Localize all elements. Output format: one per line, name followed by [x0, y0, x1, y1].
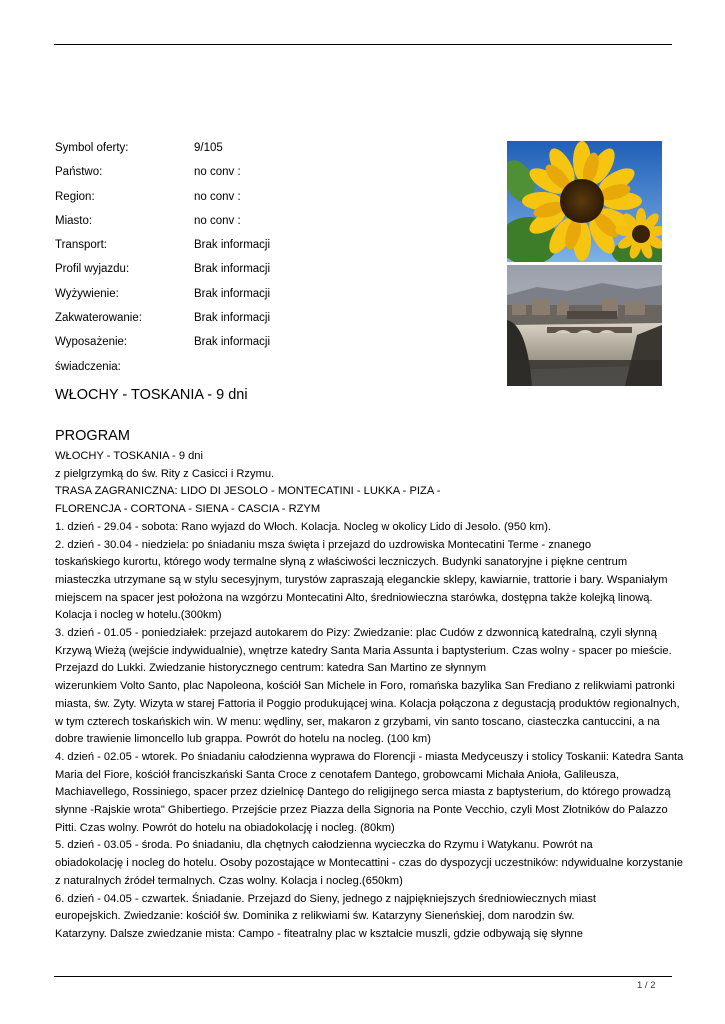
- info-value: Brak informacji: [194, 239, 271, 252]
- info-row: [55, 286, 495, 310]
- info-value: no conv :: [194, 214, 241, 227]
- program-text: [55, 448, 684, 944]
- info-row: [55, 359, 495, 383]
- info-label: Region:: [55, 190, 95, 203]
- program-line: 4. dzień - 02.05 - wtorek. Po śniadaniu całodzienna wyprawa do Florencji - miasta Medyceuszy i stolicy Toskanii: Katedra Santa: [55, 750, 684, 763]
- program-line: WŁOCHY - TOSKANIA - 9 dni: [55, 450, 203, 462]
- info-label: Państwo:: [55, 166, 103, 179]
- program-line: Pitti. Czas wolny. Powrót do hotelu na obiadokolację i nocleg. (80km): [55, 821, 395, 834]
- program-line: z pielgrzymką do św. Rity z Casicci i Rzymu.: [55, 467, 275, 480]
- header-rule: [54, 44, 672, 45]
- program-line: europejskich. Zwiedzanie: kościół św. Dominika z relikwiami św. Katarzyny Sieneńskiej, dom narodzin św.: [55, 910, 575, 923]
- info-value: 9/105: [194, 142, 223, 154]
- info-label: Wyposażenie:: [55, 336, 128, 349]
- program-line: Maria del Fiore, kościół franciszkański Santa Croce z cenotafem Dantego, grobowcami Michała Anioła, Galileusza,: [55, 768, 620, 781]
- info-row: [55, 334, 495, 358]
- info-label: Profil wyjazdu:: [55, 263, 130, 276]
- program-line: Katarzyny. Dalsze zwiedzanie mista: Campo - fiteatralny plac w kształcie muszli, gdzie odbywają się słynne: [55, 927, 583, 940]
- info-value: no conv :: [194, 190, 241, 203]
- info-label: Miasto:: [55, 214, 93, 227]
- offer-info-table: [55, 140, 495, 383]
- program-line: toskańskiego kurortu, którego wody termalne słyną z właściwości leczniczych. Budynki sanatoryjne i piękne centrum: [55, 556, 628, 569]
- program-line: miasta, św. Zyty. Wizyta w starej Fattoria il Poggio produkującej wina. Kolacja połączona z degustacją produktów regionalnych,: [55, 697, 680, 710]
- program-line: w tym czterech toskańskich win. W menu: wędliny, ser, makaron z grzybami, vin santo toscano, ciasteczka cantuccini, a na: [55, 715, 660, 728]
- program-line: dobre trawienie limoncello lub grappa. Powrót do hotelu na nocleg. (100 km): [55, 733, 431, 746]
- info-value: no conv :: [194, 166, 241, 179]
- info-row: [55, 261, 495, 285]
- program-line: miasteczka utrzymane są w stylu secesyjnym, turystów zapraszają eleganckie sklepy, kawiarnie, trattorie i bary. Wspaniałym: [55, 573, 668, 586]
- info-row: [55, 164, 495, 188]
- program-line: Krzywą Wieżą (wejście indywidualnie), wnętrze katedry Santa Maria Assunta i baptysterium. Czas wolny - spacer po mieście.: [55, 644, 672, 657]
- program-line: Machiavellego, Rossiniego, spacer przez dzielnicę Dantego do religijnego serca miasta z baptysterium, do którego prowadzą: [55, 786, 671, 799]
- info-label: Transport:: [55, 239, 107, 252]
- info-label: Wyżywienie:: [55, 287, 119, 300]
- florence-photo: [507, 265, 662, 386]
- program-line: 1. dzień - 29.04 - sobota: Rano wyjazd do Włoch. Kolacja. Nocleg w okolicy Lido di Jesolo. (950 km).: [55, 520, 552, 533]
- info-label: Zakwaterowanie:: [55, 312, 142, 325]
- info-row: [55, 140, 495, 164]
- offer-title: WŁOCHY - TOSKANIA - 9 dni: [55, 387, 248, 403]
- info-value: Brak informacji: [194, 312, 271, 325]
- program-line: z naturalnych źródeł termalnych. Czas wolny. Kolacja i nocleg.(650km): [55, 874, 403, 887]
- info-row: [55, 310, 495, 334]
- info-value: Brak informacji: [194, 336, 271, 349]
- program-line: słynne -Rajskie wrota" Ghibertiego. Przejście przez Piazza della Signoria na Ponte Vecchio, czyli Most Złotników do Palazzo: [55, 804, 668, 817]
- info-row: [55, 237, 495, 261]
- program-line: miejscem na spacer jest położona na wzgórzu Montecatini Alto, średniowieczna starówka, dostępna także kolejką linową.: [55, 591, 653, 604]
- info-value: Brak informacji: [194, 287, 271, 300]
- info-label: Symbol oferty:: [55, 142, 129, 154]
- program-heading: PROGRAM: [55, 428, 130, 444]
- program-line: Kolacja i nocleg w hotelu.(300km): [55, 609, 222, 622]
- sunflower-photo: [507, 141, 662, 262]
- info-label: świadczenia:: [55, 360, 121, 373]
- program-line: TRASA ZAGRANICZNA: LIDO DI JESOLO - MONTECATINI - LUKKA - PIZA -: [55, 485, 441, 498]
- program-line: 3. dzień - 01.05 - poniedziałek: przejazd autokarem do Pizy: Zwiedzanie: plac Cudów z dzwonnicą katedralną, czyli słynną: [55, 627, 657, 640]
- program-line: wizerunkiem Volto Santo, plac Napoleona, kościół San Michele in Foro, romańska bazylika San Frediano z relikwiami patronki: [55, 680, 675, 693]
- program-line: FLORENCJA - CORTONA - SIENA - CASCIA - RZYM: [55, 503, 321, 516]
- info-row: [55, 189, 495, 213]
- info-value: Brak informacji: [194, 263, 271, 276]
- program-line: 5. dzień - 03.05 - środa. Po śniadaniu, dla chętnych całodzienna wycieczka do Rzymu i Watykanu. Powrót na: [55, 839, 593, 852]
- program-line: 2. dzień - 30.04 - niedziela: po śniadaniu msza święta i przejazd do uzdrowiska Montecatini Terme - znanego: [55, 538, 592, 551]
- page-number: 1 / 2: [637, 980, 656, 991]
- footer-rule: [54, 976, 672, 977]
- program-line: 6. dzień - 04.05 - czwartek. Śniadanie. Przejazd do Sieny, jednego z najpiękniejszych średniowiecznych miast: [55, 892, 597, 905]
- info-row: [55, 213, 495, 237]
- program-line: obiadokolację i nocleg do hotelu. Osoby pozostające w Montecattini - czas do dyspozycji uczestników: ndywidualne korzystanie: [55, 857, 683, 870]
- program-line: Przejazd do Lukki. Zwiedzanie historycznego centrum: katedra San Martino ze słynnym: [55, 662, 486, 675]
